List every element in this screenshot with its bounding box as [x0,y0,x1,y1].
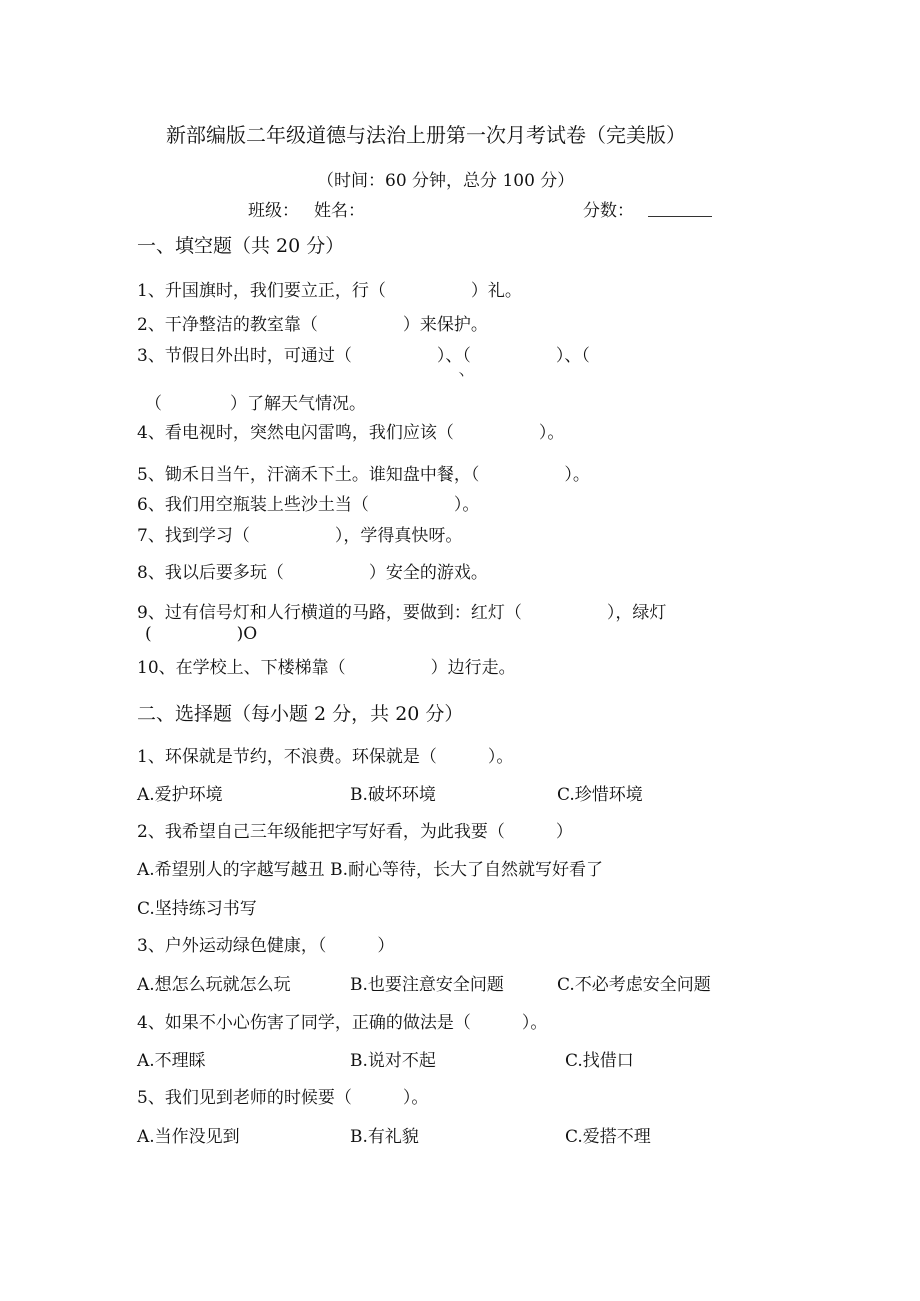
s1-q7: 7、找到学习（ ），学得真快呀。 [137,526,463,546]
time-info: （时间：60 分钟，总分 100 分） [317,171,575,191]
s2-q2: 2、我希望自己三年级能把字写好看，为此我要（ ） [137,822,573,842]
s2-q3-option-c: C.不必考虑安全问题 [557,975,711,995]
s2-q4-option-b: B.说对不起 [350,1051,436,1071]
section1-heading: 一、填空题（共 20 分） [137,235,345,257]
s2-q5-option-b: B.有礼貌 [350,1127,419,1147]
s2-q3-option-a: A.想怎么玩就怎么玩 [137,975,291,995]
exam-title: 新部编版二年级道德与法治上册第一次月考试卷（完美版） [166,123,686,147]
s2-q4: 4、如果不小心伤害了同学，正确的做法是（ ）。 [137,1013,548,1033]
s2-q1-option-a: A.爱护环境 [137,785,223,805]
s2-q4-option-a: A.不理睬 [137,1051,206,1071]
s2-q1: 1、环保就是节约，不浪费。环保就是（ ）。 [137,747,514,767]
s1-q3-cont: （ ）了解天气情况。 [145,394,366,414]
s1-q2: 2、干净整洁的教室靠（ ）来保护。 [137,315,488,335]
s2-q2-options-ab: A.希望别人的字越写越丑 B.耐心等待，长大了自然就写好看了 [137,860,603,880]
s1-q10: 10、在学校上、下楼梯靠（ ）边行走。 [137,658,516,678]
section2-heading: 二、选择题（每小题 2 分，共 20 分） [137,703,464,725]
score-label: 分数： [583,201,634,221]
score-blank [648,200,712,223]
s2-q5-option-c: C.爱搭不理 [565,1127,651,1147]
s1-q6: 6、我们用空瓶装上些沙土当（ ）。 [137,495,480,515]
s1-q5: 5、锄禾日当午，汗滴禾下土。谁知盘中餐，（ ）。 [137,465,590,485]
s1-q3-mark: 丶 [455,368,468,382]
s1-q9: 9、过有信号灯和人行横道的马路，要做到：红灯（ ），绿灯 [137,603,667,623]
s2-q2-option-c: C.坚持练习书写 [137,899,257,919]
name-label: 姓名： [314,201,365,221]
s1-q3: 3、节假日外出时，可通过（ ）、（ ）、（ [137,346,590,366]
s2-q5: 5、我们见到老师的时候要（ ）。 [137,1088,429,1108]
s1-q9-cont: ( )O [145,624,258,644]
class-label: 班级： [248,201,299,221]
s2-q4-option-c: C.找借口 [565,1051,634,1071]
s2-q1-option-c: C.珍惜环境 [557,785,643,805]
s2-q5-option-a: A.当作没见到 [137,1127,240,1147]
s1-q1: 1、升国旗时，我们要立正，行（ ）礼。 [137,281,522,301]
s1-q8: 8、我以后要多玩（ ）安全的游戏。 [137,563,488,583]
s2-q3: 3、户外运动绿色健康，（ ） [137,936,395,956]
s1-q4: 4、看电视时，突然电闪雷鸣，我们应该（ ）。 [137,423,565,443]
s2-q1-option-b: B.破坏环境 [350,785,436,805]
s2-q3-option-b: B.也要注意安全问题 [350,975,504,995]
